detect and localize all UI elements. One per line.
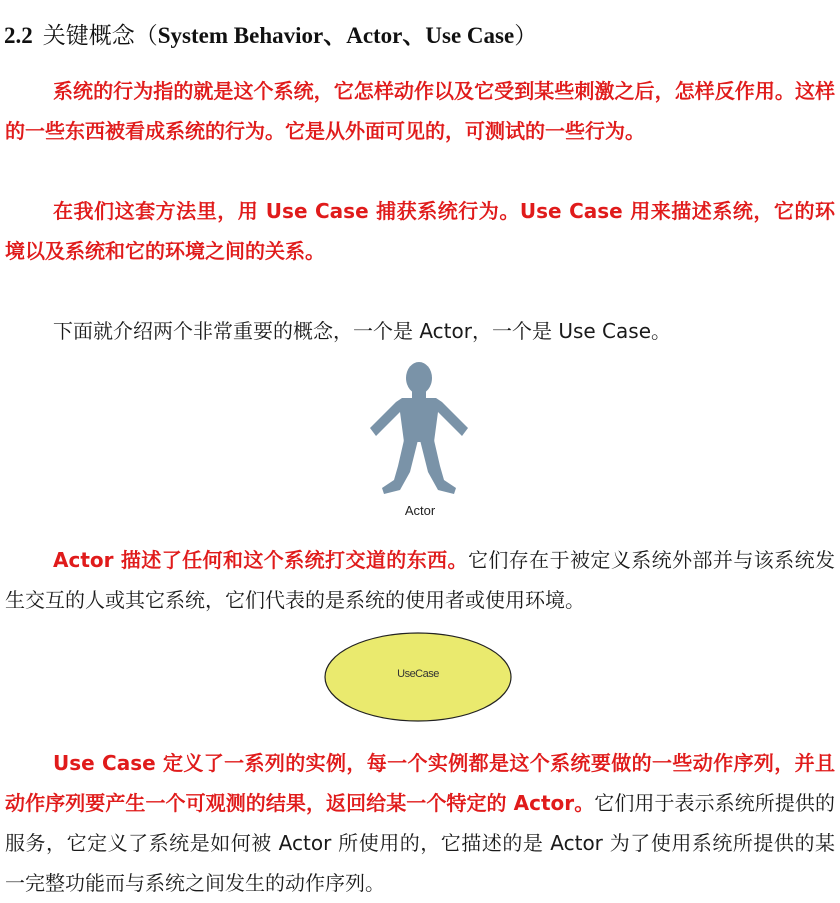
actor-definition-detail: 它们存在于被定义系统外部并与该系统发生交互的人或其它系统，它们代表的是系统的使用者或使用环境。 — [5, 548, 835, 612]
section-number: 2.2 — [4, 23, 33, 48]
section-title-en: System Behavior、Actor、Use Case — [157, 23, 515, 48]
use-case-definition-emphasis: Use Case 定义了一系列的实例，每一个实例都是这个系统要做的一些动作序列，并且动作序列要产生一个可观测的结果，返回给某一个特定的 Actor。 — [5, 751, 835, 815]
section-title-close: ） — [514, 23, 538, 49]
actor-label: Actor — [404, 503, 436, 518]
paragraph-use-case-definition — [5, 743, 835, 903]
section-heading — [4, 18, 537, 54]
use-case-label: UseCase — [397, 668, 439, 680]
section-title-cn: 关键概念（ — [42, 23, 158, 49]
paragraph-system-behavior: 系统的行为指的就是这个系统，它怎样动作以及它受到某些刺激之后，怎样反作用。这样的一些东西被看成系统的行为。它是从外面可见的，可测试的一些行为。 — [5, 79, 835, 143]
paragraph-actor-definition — [5, 540, 835, 620]
use-case-definition-detail: 它们用于表示系统所提供的服务，它定义了系统是如何被 Actor 所使用的，它描述的是 Actor 为了使用系统所提供的某一完整功能而与系统之间发生的动作序列。 — [5, 791, 835, 895]
paragraph-use-case-capture: 在我们这套方法里，用 Use Case 捕获系统行为。Use Case 用来描述系统，它的环境以及系统和它的环境之间的关系。 — [5, 199, 835, 263]
actor-figure-icon — [364, 360, 474, 500]
actor-definition-emphasis: Actor 描述了任何和这个系统打交道的东西。 — [53, 548, 468, 572]
paragraph-intro-concepts: 下面就介绍两个非常重要的概念，一个是 Actor，一个是 Use Case。 — [53, 319, 672, 343]
